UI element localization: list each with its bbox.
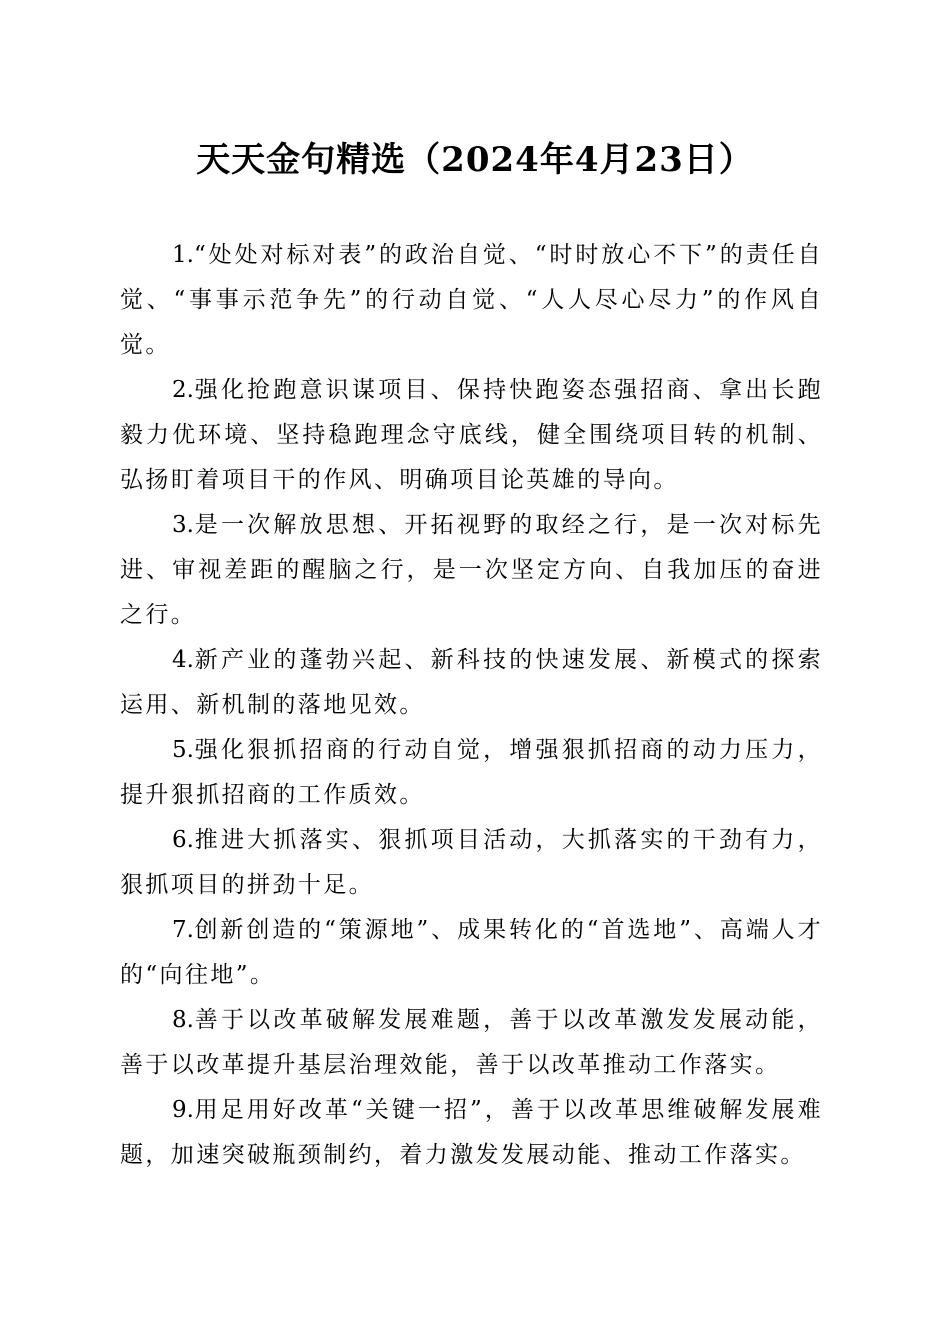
- quote-paragraph-2: [120, 368, 823, 503]
- quote-paragraph-7: [120, 908, 823, 998]
- paragraph-number: 6.: [172, 827, 194, 853]
- paragraph-text: 强化狠抓招商的行动自觉，增强狠抓招商的动力压力，提升狠抓招商的工作质效。: [120, 737, 823, 808]
- quote-paragraph-4: [120, 638, 823, 728]
- paragraph-text: 创新创造的“策源地”、成果转化的“首选地”、高端人才的“向往地”。: [120, 917, 823, 988]
- quote-paragraph-5: [120, 728, 823, 818]
- paragraph-number: 3.: [172, 512, 194, 538]
- paragraph-text: 用足用好改革“关键一招”，善于以改革思维破解发展难题，加速突破瓶颈制约，着力激发发展动能、推动工作落实。: [120, 1097, 823, 1168]
- quote-paragraph-9: [120, 1088, 823, 1178]
- document-title: 天天金句精选（2024年4月23日）: [196, 140, 754, 180]
- quote-paragraph-3: [120, 503, 823, 638]
- document-body: [120, 233, 823, 1178]
- paragraph-text: 新产业的蓬勃兴起、新科技的快速发展、新模式的探索运用、新机制的落地见效。: [120, 647, 823, 718]
- paragraph-number: 7.: [172, 917, 194, 943]
- paragraph-text: 强化抢跑意识谋项目、保持快跑姿态强招商、拿出长跑毅力优环境、坚持稳跑理念守底线，健全围绕项目转的机制、弘扬盯着项目干的作风、明确项目论英雄的导向。: [120, 377, 823, 493]
- paragraph-number: 8.: [172, 1007, 194, 1033]
- paragraph-text: 推进大抓落实、狠抓项目活动，大抓落实的干劲有力，狠抓项目的拼劲十足。: [120, 827, 823, 898]
- quote-paragraph-8: [120, 998, 823, 1088]
- paragraph-text: 是一次解放思想、开拓视野的取经之行，是一次对标先进、审视差距的醒脑之行，是一次坚定方向、自我加压的奋进之行。: [120, 512, 823, 628]
- paragraph-text: “处处对标对表”的政治自觉、“时时放心不下”的责任自觉、“事事示范争先”的行动自觉、“人人尽心尽力”的作风自觉。: [120, 242, 823, 358]
- paragraph-number: 1.: [172, 242, 194, 268]
- quote-paragraph-6: [120, 818, 823, 908]
- paragraph-number: 5.: [172, 737, 194, 763]
- quote-paragraph-1: [120, 233, 823, 368]
- paragraph-number: 2.: [172, 377, 194, 403]
- paragraph-text: 善于以改革破解发展难题，善于以改革激发发展动能，善于以改革提升基层治理效能，善于以改革推动工作落实。: [120, 1007, 823, 1078]
- paragraph-number: 4.: [172, 647, 194, 673]
- paragraph-number: 9.: [172, 1097, 194, 1123]
